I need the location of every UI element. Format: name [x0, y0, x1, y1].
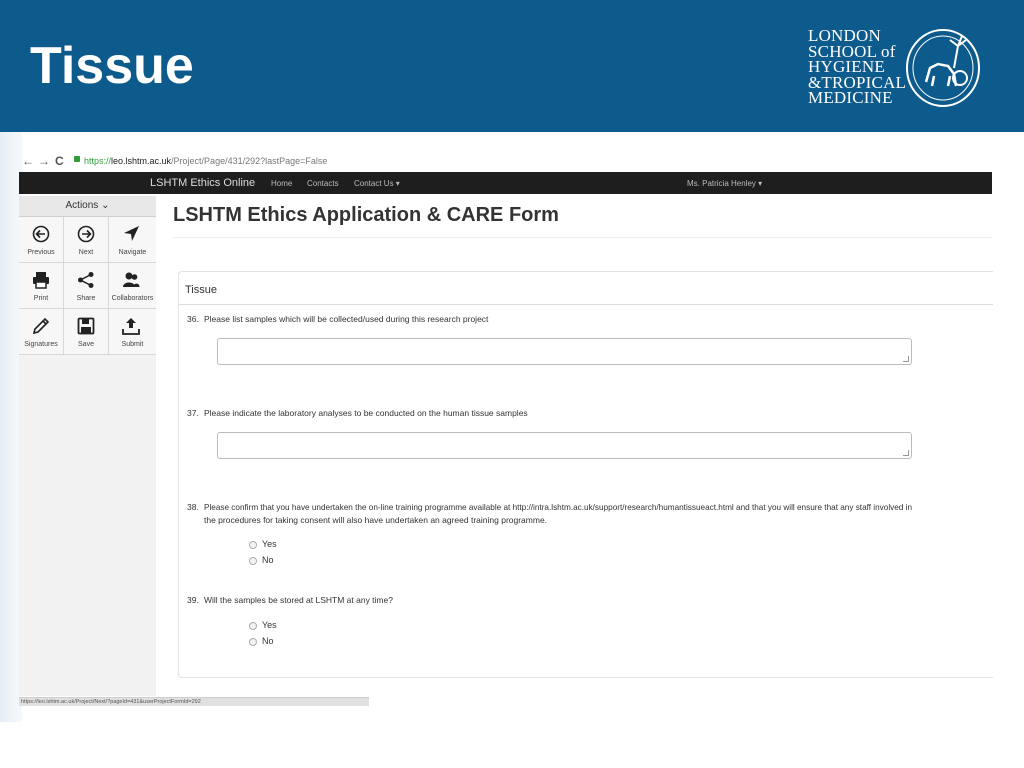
url-field[interactable]	[84, 156, 327, 166]
tile-label: Submit	[121, 341, 144, 348]
forward-arrow-icon[interactable]: →	[38, 154, 50, 168]
question-text-line: Please confirm that you have undertaken the on-line training programme available at http://intra.lshtm.ac.uk/support/research/humantissueact.html and that you will ensure that any staff involved in	[204, 503, 912, 512]
logo-line: HYGIENE	[808, 57, 885, 76]
status-bar: https://leo.lshtm.ac.uk/Project/Next/?pageId=431&userProjectFormId=292	[19, 697, 369, 706]
question-text: Please list samples which will be collected/used during this research project	[204, 314, 489, 324]
user-menu[interactable]: Ms. Patricia Henley ▾	[687, 179, 763, 188]
signatures-button[interactable]	[19, 309, 64, 355]
collaborators-button[interactable]	[109, 263, 156, 309]
navigate-arrow-icon	[122, 225, 140, 243]
app-navbar	[19, 172, 992, 194]
navigate-button[interactable]	[109, 217, 156, 263]
next-circle-icon	[77, 225, 95, 243]
share-icon	[77, 271, 95, 289]
section-title: Tissue	[185, 284, 217, 296]
pencil-icon	[32, 317, 50, 335]
url-scheme: https://	[84, 156, 112, 166]
question-number: 37.	[187, 408, 199, 418]
tile-label: Next	[78, 249, 94, 256]
resize-grip-icon[interactable]	[903, 450, 909, 456]
lshtm-seal-icon	[904, 24, 982, 108]
question-text-line: the procedures for taking consent will also have undertaken an agreed training programme.	[204, 515, 548, 525]
tissue-panel	[178, 271, 993, 678]
divider	[179, 304, 993, 305]
tile-label: Signatures	[24, 341, 58, 348]
radio-label: No	[262, 555, 274, 565]
question-number: 39.	[187, 595, 199, 605]
tile-label: Save	[78, 341, 94, 348]
radio-button[interactable]	[249, 622, 257, 630]
previous-circle-icon	[32, 225, 50, 243]
divider	[173, 237, 992, 238]
radio-button[interactable]	[249, 557, 257, 565]
users-icon	[122, 271, 140, 289]
actions-sidebar	[19, 196, 156, 696]
main-content	[157, 196, 992, 696]
share-button[interactable]	[64, 263, 109, 309]
question-text: Will the samples be stored at LSHTM at any time?	[204, 595, 393, 605]
nav-link-contacts[interactable]: Contacts	[307, 179, 339, 188]
tile-label: Share	[76, 295, 96, 302]
previous-button[interactable]	[19, 217, 64, 263]
slide-title: Tissue	[30, 37, 194, 95]
lab-analyses-textarea[interactable]	[217, 432, 912, 459]
radio-38-yes[interactable]	[249, 539, 277, 549]
upload-icon	[122, 317, 140, 335]
tile-label: Previous	[27, 249, 55, 256]
radio-label: Yes	[262, 620, 277, 630]
submit-button[interactable]	[109, 309, 156, 355]
reload-icon[interactable]: C	[55, 154, 64, 168]
brand-link[interactable]: LSHTM Ethics Online	[150, 177, 256, 189]
radio-39-yes[interactable]	[249, 620, 277, 630]
logo-line: &TROPICAL	[808, 72, 907, 92]
question-number: 36.	[187, 314, 199, 324]
floppy-disk-icon	[77, 317, 95, 335]
tile-label: Print	[33, 295, 49, 302]
radio-button[interactable]	[249, 638, 257, 646]
page-title: LSHTM Ethics Application & CARE Form	[173, 204, 559, 226]
question-number: 38.	[187, 502, 199, 512]
save-button[interactable]	[64, 309, 109, 355]
resize-grip-icon[interactable]	[903, 356, 909, 362]
logo-line: SCHOOL of	[808, 41, 896, 61]
radio-label: No	[262, 636, 274, 646]
browser-address-bar	[20, 153, 992, 171]
radio-39-no[interactable]	[249, 636, 274, 646]
radio-38-no[interactable]	[249, 555, 274, 565]
tile-label: Collaborators	[111, 295, 154, 302]
question-text	[204, 501, 994, 527]
nav-link-home[interactable]: Home	[271, 179, 293, 188]
slide-header	[0, 0, 1024, 132]
radio-label: Yes	[262, 539, 277, 549]
question-text: Please indicate the laboratory analyses to be conducted on the human tissue samples	[204, 408, 528, 418]
nav-link-contact-us[interactable]: Contact Us ▾	[354, 179, 400, 188]
url-host: leo.lshtm.ac.uk	[111, 156, 172, 166]
back-arrow-icon[interactable]: ←	[22, 154, 34, 168]
next-button[interactable]	[64, 217, 109, 263]
actions-dropdown[interactable]: Actions ⌄	[19, 196, 156, 217]
samples-textarea[interactable]	[217, 338, 912, 365]
logo-line: LONDON	[808, 26, 881, 45]
lock-icon	[74, 156, 80, 162]
url-path: /Project/Page/431/292?lastPage=False	[171, 156, 328, 166]
radio-button[interactable]	[249, 541, 257, 549]
printer-icon	[32, 271, 50, 289]
lshtm-logo-text	[808, 28, 906, 106]
tile-label: Navigate	[118, 249, 147, 256]
logo-line: MEDICINE	[808, 88, 893, 107]
print-button[interactable]	[19, 263, 64, 309]
